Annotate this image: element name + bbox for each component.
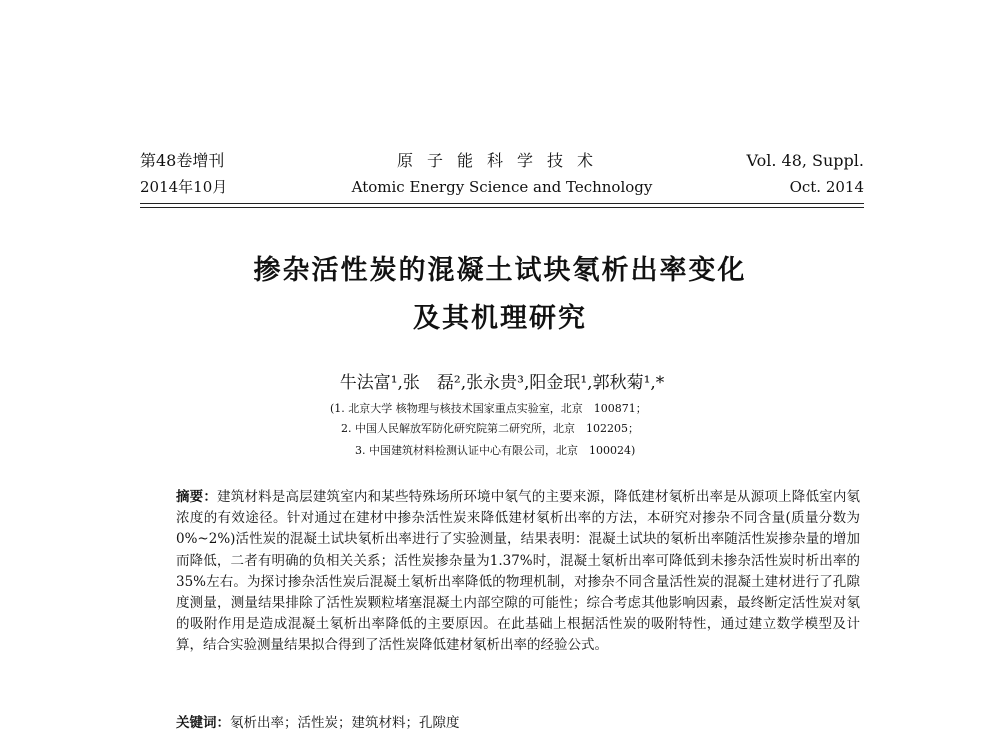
volume-issue-en: Vol. 48, Suppl.	[746, 151, 864, 170]
journal-header-row-2	[140, 176, 864, 197]
journal-name-cn: 原子能科学技术	[396, 151, 607, 170]
journal-name-en: Atomic Energy Science and Technology	[351, 178, 653, 196]
paper-title-line-1: 掺杂活性炭的混凝土试块氡析出率变化	[253, 255, 747, 286]
journal-header-row-1	[140, 148, 864, 171]
publication-date-en: Oct. 2014	[789, 178, 864, 196]
affiliation-2: 2. 中国人民解放军防化研究院第二研究所，北京 102205；	[341, 422, 639, 435]
abstract	[176, 487, 860, 657]
paper-title-line-2: 及其机理研究	[413, 303, 587, 334]
keywords-label: 关键词：	[176, 715, 230, 731]
publication-date-cn: 2014年10月	[140, 178, 228, 196]
header-rule-bottom	[140, 207, 864, 208]
author-list: 牛法富¹,张 磊²,张永贵³,阳金珉¹,郭秋菊¹,*	[339, 373, 665, 393]
affiliation-1: (1. 北京大学 核物理与核技术国家重点实验室，北京 100871；	[330, 402, 647, 415]
affiliation-3: 3. 中国建筑材料检测认证中心有限公司，北京 100024)	[355, 444, 636, 457]
keywords	[176, 711, 860, 731]
volume-issue: 第48卷增刊	[140, 151, 225, 170]
keywords-text: 氡析出率；活性炭；建筑材料；孔隙度	[230, 715, 460, 731]
abstract-text: 建筑材料是高层建筑室内和某些特殊场所环境中氡气的主要来源，降低建材氡析出率是从源项上降低室内氡浓度的有效途径。针对通过在建材中掺杂活性炭来降低建材氡析出率的方法，本研究对掺杂不同含量(质量分数为0%~2%)活性炭的混凝土试块氡析出率进行了实验测量，结果表明：混凝土试块的氡析出率随活性炭掺杂量的增加而降低，二者有明确的负相关关系；活性炭掺杂量为1.37%时，混凝土氡析出率可降低到未掺杂活性炭时析出率的35%左右。为探讨掺杂活性炭后混凝土氡析出率降低的物理机制，对掺杂不同含量活性炭的混凝土建材进行了孔隙度测量，测量结果排除了活性炭颗粒堵塞混凝土内部空隙的可能性；综合考虑其他影响因素，最终断定活性炭对氡的吸附作用是造成混凝土氡析出率降低的主要原因。在此基础上根据活性炭的吸附特性，通过建立数学模型及计算，结合实验测量结果拟合得到了活性炭降低建材氡析出率的经验公式。	[176, 489, 861, 654]
header-rule-top	[140, 203, 864, 204]
abstract-label: 摘要：	[176, 489, 218, 505]
